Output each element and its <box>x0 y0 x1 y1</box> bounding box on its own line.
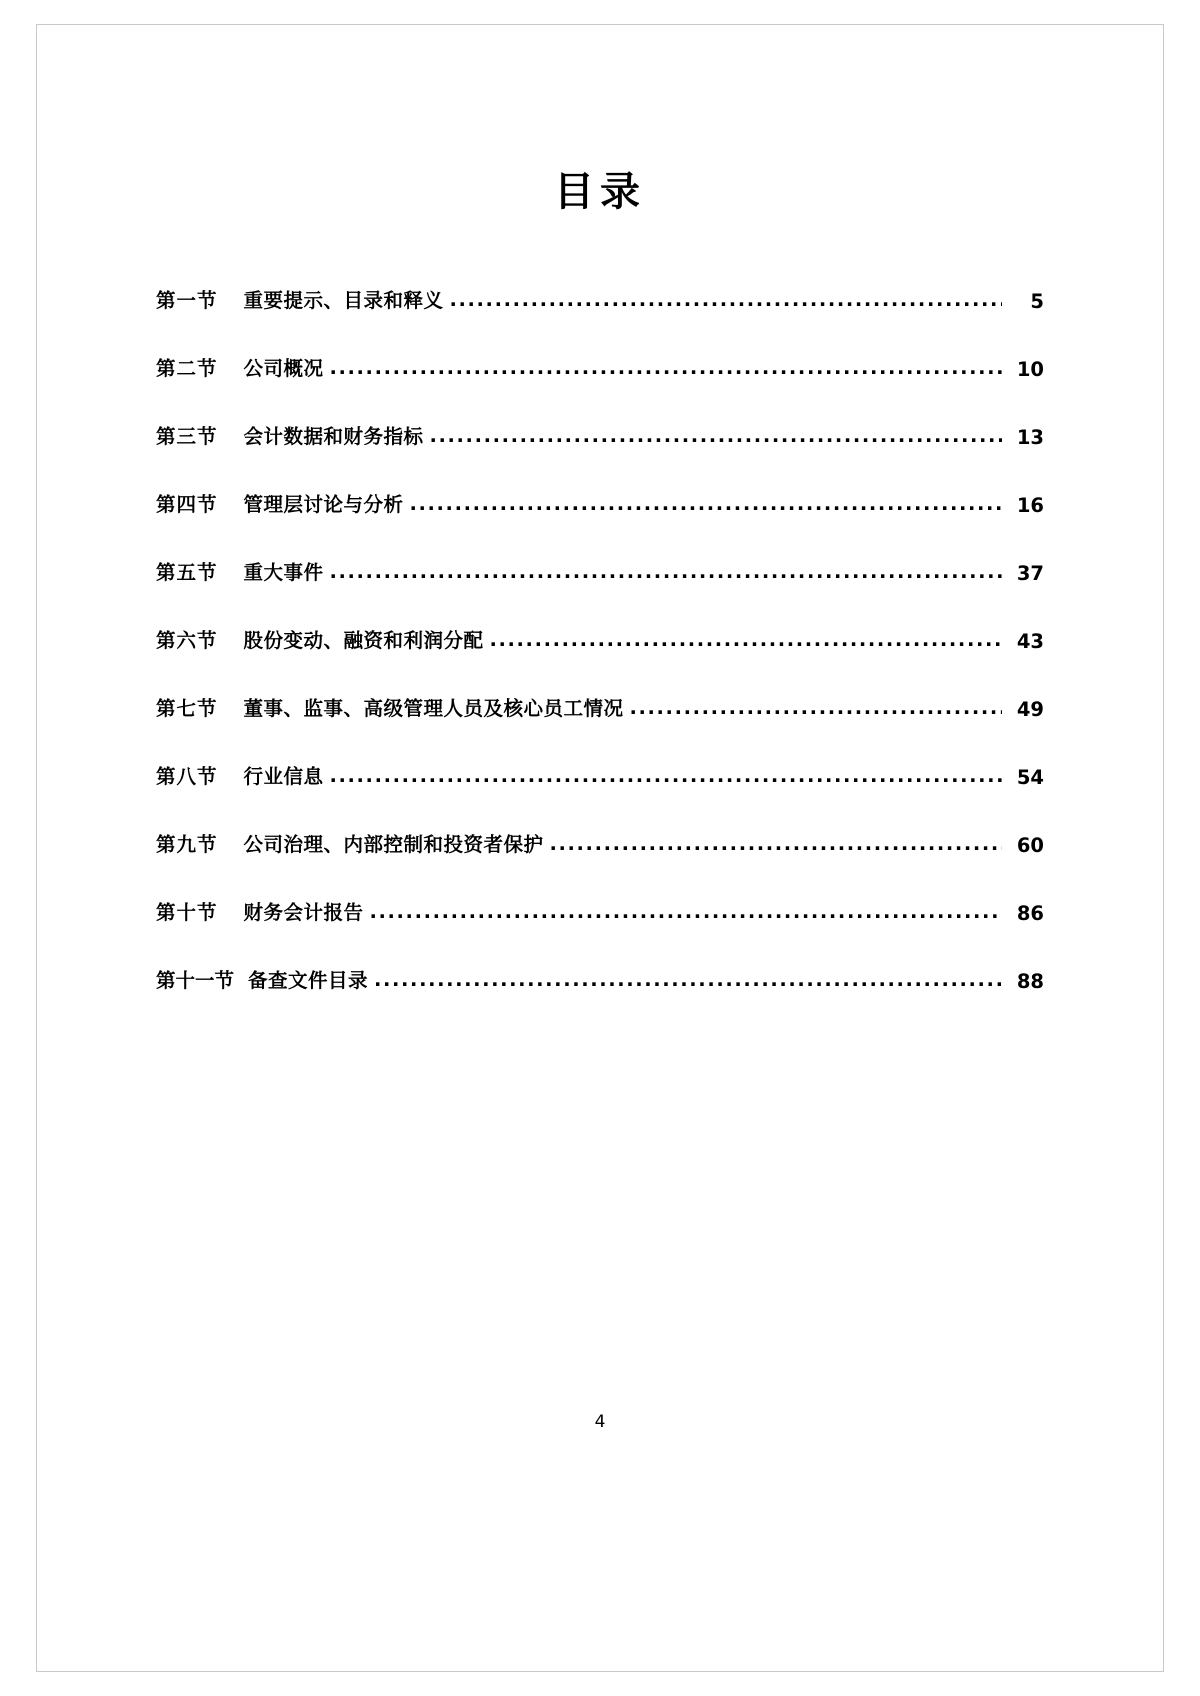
toc-leader-dots <box>410 483 1002 517</box>
toc-section-label: 第五节 <box>156 561 218 584</box>
toc-page-number: 60 <box>1016 834 1044 857</box>
toc-section-title: 管理层讨论与分析 <box>243 493 404 516</box>
toc-section-label: 第四节 <box>156 493 218 516</box>
toc-section-label: 第三节 <box>156 425 218 448</box>
toc-section-label: 第十节 <box>156 901 218 924</box>
toc-section-title: 财务会计报告 <box>243 901 364 924</box>
toc-leader-dots <box>374 959 1002 993</box>
toc-entry[interactable] <box>156 551 1044 585</box>
toc-section-label: 第六节 <box>156 629 218 652</box>
toc-section-title: 公司治理、内部控制和投资者保护 <box>243 833 544 856</box>
toc-page-number: 10 <box>1016 358 1044 381</box>
toc-page-number: 49 <box>1016 698 1044 721</box>
toc-section-label: 第二节 <box>156 357 218 380</box>
toc-leader-dots <box>450 279 1002 313</box>
toc-entry[interactable] <box>156 415 1044 449</box>
toc-leader-dots <box>330 755 1002 789</box>
toc-entry[interactable] <box>156 687 1044 721</box>
toc-entry[interactable] <box>156 823 1044 857</box>
toc-entry[interactable] <box>156 619 1044 653</box>
toc-section-title: 公司概况 <box>243 357 324 380</box>
toc-section-label: 第一节 <box>156 289 218 312</box>
toc-section-label: 第十一节 <box>156 969 235 992</box>
toc-page-number: 43 <box>1016 630 1044 653</box>
toc-section-title: 股份变动、融资和利润分配 <box>243 629 484 652</box>
toc-entry[interactable] <box>156 891 1044 925</box>
toc-entry[interactable] <box>156 279 1044 313</box>
toc-page-number: 13 <box>1016 426 1044 449</box>
toc-section-label: 第八节 <box>156 765 218 788</box>
toc-leader-dots <box>430 415 1002 449</box>
toc-entry[interactable] <box>156 483 1044 517</box>
toc-section-label: 第七节 <box>156 697 218 720</box>
toc-section-title: 重要提示、目录和释义 <box>243 289 444 312</box>
toc-section-label: 第九节 <box>156 833 218 856</box>
toc-leader-dots <box>550 823 1002 857</box>
toc-page-number: 86 <box>1016 902 1044 925</box>
toc-page-number: 37 <box>1016 562 1044 585</box>
toc-page-number: 16 <box>1016 494 1044 517</box>
toc-leader-dots <box>330 551 1002 585</box>
toc-entry[interactable] <box>156 347 1044 381</box>
footer-page-number: 4 <box>594 1412 606 1432</box>
toc-section-title: 会计数据和财务指标 <box>243 425 424 448</box>
toc-page-number: 5 <box>1030 290 1044 313</box>
toc-section-title: 董事、监事、高级管理人员及核心员工情况 <box>243 697 624 720</box>
toc-page-number: 88 <box>1016 970 1044 993</box>
toc-section-title: 行业信息 <box>243 765 324 788</box>
toc-section-title: 重大事件 <box>243 561 324 584</box>
toc-entry[interactable] <box>156 755 1044 789</box>
toc-leader-dots <box>330 347 1002 381</box>
page-title: 目录 <box>554 169 646 215</box>
toc-leader-dots <box>630 687 1002 721</box>
table-of-contents <box>156 279 1044 993</box>
toc-leader-dots <box>370 891 1002 925</box>
toc-section-title: 备查文件目录 <box>248 969 369 992</box>
toc-page-number: 54 <box>1016 766 1044 789</box>
toc-leader-dots <box>490 619 1002 653</box>
toc-entry[interactable] <box>156 959 1044 993</box>
